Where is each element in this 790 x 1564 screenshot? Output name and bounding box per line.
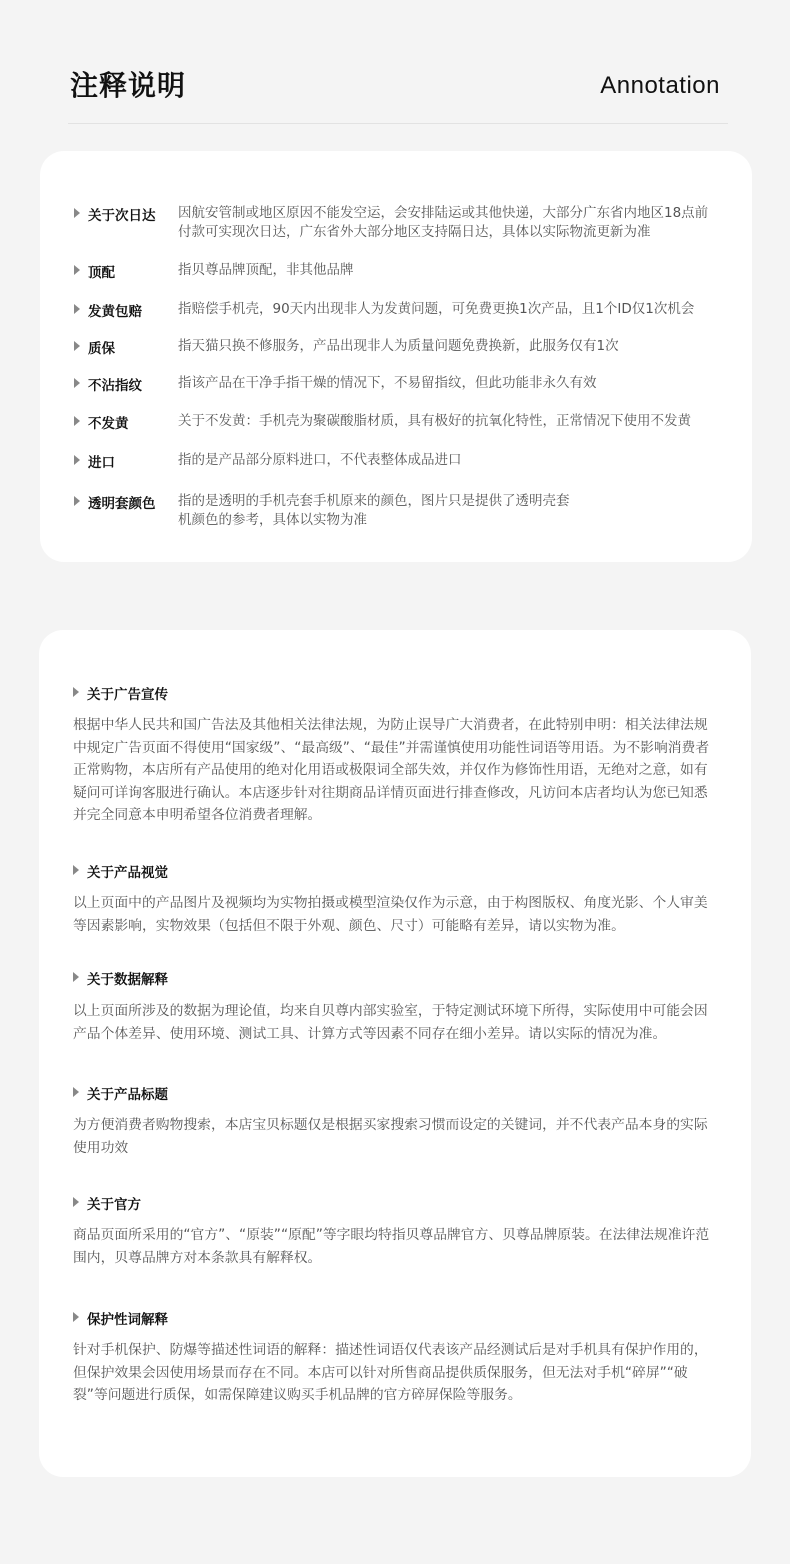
section-title-text: 保护性词解释 — [87, 1312, 168, 1328]
section-body: 根据中华人民共和国广告法及其他相关法律法规，为防止误导广大消费者，在此特别申明：相关法律法规中规定广告页面不得使用“国家级”、“最高级”、“最佳”并需谨慎使用功能性词语等用语。为不影响消费者正常购物，本店所有产品使用的绝对化用语或极限词全部失效，并仅作为修饰性用语，无绝对之意，如有疑问可详询客服进行确认。本店逐步针对往期商品详情页面进行排查修改，凡访问本店者均认为您已知悉并完全同意本申明希望各位消费者理解。 — [73, 717, 710, 823]
annotation-text: 指天猫只换不修服务，产品出现非人为质量问题免费换新，此服务仅有1次 — [178, 338, 619, 354]
section-title — [73, 968, 168, 988]
annotation-label: 发黄包赔 — [88, 304, 142, 320]
annotation-text: 指贝尊品牌顶配，非其他品牌 — [178, 262, 354, 278]
section-body: 针对手机保护、防爆等描述性词语的解释：描述性词语仅代表该产品经测试后是对手机具有保护作用的，但保护效果会因使用场景而存在不同。本店可以针对所售商品提供质保服务，但无法对手机“碎屏”“破裂”等问题进行质保，如需保障建议购买手机品牌的官方碎屏保险等服务。 — [73, 1342, 708, 1403]
annotation-label: 质保 — [88, 341, 115, 357]
section-title-text: 关于广告宣传 — [87, 687, 168, 703]
caret-right-icon — [74, 455, 80, 465]
caret-right-icon — [73, 687, 79, 697]
annotation-label: 顶配 — [88, 265, 115, 281]
header-divider — [68, 123, 728, 124]
annotation-label: 不发黄 — [88, 416, 129, 432]
annotation-text: 指的是产品部分原料进口，不代表整体成品进口 — [178, 452, 462, 468]
section-title — [73, 861, 168, 881]
page-title-english: Annotation — [600, 72, 720, 99]
annotation-label: 关于次日达 — [88, 208, 156, 224]
page-header — [70, 60, 720, 105]
section-title-text: 关于产品标题 — [87, 1087, 168, 1103]
disclaimer-card — [39, 630, 751, 1477]
page-title: 注释说明 — [70, 69, 187, 102]
caret-right-icon — [74, 304, 80, 314]
caret-right-icon — [74, 416, 80, 426]
annotation-label: 进口 — [88, 455, 115, 471]
caret-right-icon — [74, 378, 80, 388]
section-body: 为方便消费者购物搜索，本店宝贝标题仅是根据买家搜索习惯而设定的关键词，并不代表产品本身的实际使用功效 — [73, 1117, 708, 1156]
caret-right-icon — [73, 1312, 79, 1322]
section-title — [73, 1193, 141, 1213]
caret-right-icon — [73, 1197, 79, 1207]
annotation-label: 透明套颜色 — [88, 496, 156, 512]
section-title-text: 关于数据解释 — [87, 972, 168, 988]
caret-right-icon — [74, 265, 80, 275]
caret-right-icon — [73, 972, 79, 982]
annotation-card — [40, 151, 752, 562]
annotation-label: 不沾指纹 — [88, 378, 142, 394]
caret-right-icon — [74, 496, 80, 506]
caret-right-icon — [74, 208, 80, 218]
caret-right-icon — [73, 865, 79, 875]
section-title — [73, 1308, 168, 1328]
section-title — [73, 1083, 168, 1103]
section-title — [73, 683, 168, 703]
annotation-text: 指赔偿手机壳，90天内出现非人为发黄问题，可免费更换1次产品，且1个ID仅1次机会 — [178, 301, 695, 317]
section-title-text: 关于官方 — [87, 1197, 141, 1213]
section-body: 以上页面所涉及的数据为理论值，均来自贝尊内部实验室，于特定测试环境下所得，实际使用中可能会因产品个体差异、使用环境、测试工具、计算方式等因素不同存在细小差异。请以实际的情况为准。 — [73, 1003, 708, 1042]
annotation-text: 关于不发黄：手机壳为聚碳酸脂材质，具有极好的抗氧化特性，正常情况下使用不发黄 — [178, 413, 691, 429]
annotation-text: 指该产品在干净手指干燥的情况下，不易留指纹，但此功能非永久有效 — [178, 375, 597, 391]
annotation-text: 指的是透明的手机壳套手机原来的颜色，图片只是提供了透明壳套机颜色的参考，具体以实物为准 — [178, 493, 570, 528]
section-body: 商品页面所采用的“官方”、“原装”“原配”等字眼均特指贝尊品牌官方、贝尊品牌原装。在法律法规准许范围内，贝尊品牌方对本条款具有解释权。 — [73, 1227, 710, 1266]
caret-right-icon — [73, 1087, 79, 1097]
caret-right-icon — [74, 341, 80, 351]
annotation-text: 因航安管制或地区原因不能发空运，会安排陆运或其他快递，大部分广东省内地区18点前付款可实现次日达，广东省外大部分地区支持隔日达，具体以实际物流更新为准 — [178, 205, 709, 240]
section-title-text: 关于产品视觉 — [87, 865, 168, 881]
section-body: 以上页面中的产品图片及视频均为实物拍摄或模型渲染仅作为示意，由于构图版权、角度光影、个人审美等因素影响，实物效果（包括但不限于外观、颜色、尺寸）可能略有差异，请以实物为准。 — [73, 895, 708, 934]
